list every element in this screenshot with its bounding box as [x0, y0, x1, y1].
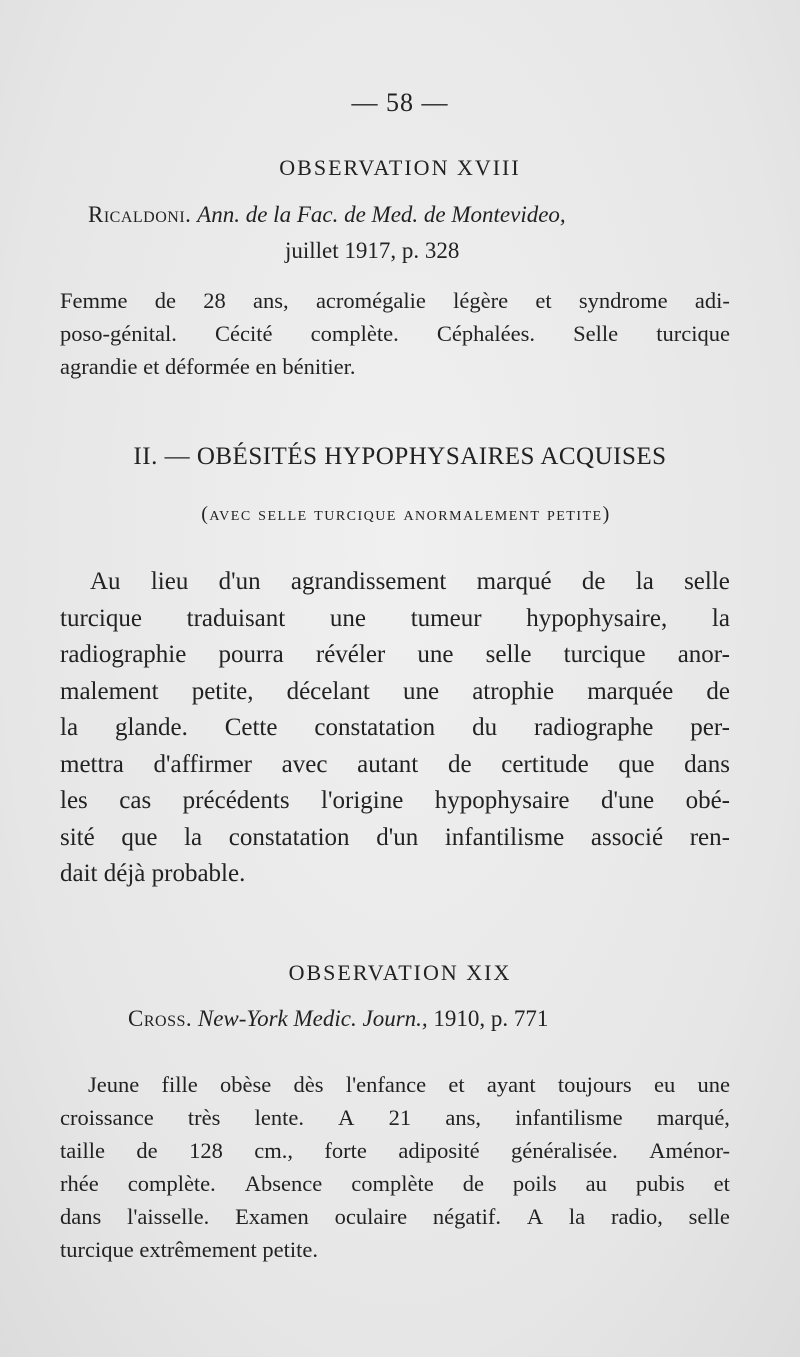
- word: associé: [590, 823, 664, 851]
- word: et: [448, 1072, 465, 1097]
- word: obèse: [220, 1072, 272, 1097]
- word: infantilisme: [444, 823, 565, 851]
- text-line: [60, 564, 730, 601]
- word: de: [581, 568, 606, 595]
- text-line: [60, 1167, 730, 1200]
- text-line: turcique extrêmement petite.: [60, 1237, 319, 1262]
- word: taille: [60, 1138, 105, 1163]
- word: du: [472, 714, 498, 741]
- text-line: [60, 1134, 730, 1167]
- observation-19-text: [60, 1068, 730, 1266]
- word: ans,: [253, 288, 289, 313]
- word: d'une: [600, 787, 655, 814]
- text-line: [60, 747, 730, 784]
- word: adiposité: [398, 1138, 480, 1163]
- observation-18-author: Ricaldoni.: [88, 202, 192, 227]
- text-line: [60, 674, 730, 711]
- text-line: [60, 1068, 730, 1101]
- word: avec: [281, 750, 328, 778]
- word: marqué,: [656, 1105, 730, 1130]
- word: turcique: [60, 604, 142, 632]
- word: radiographie: [60, 641, 187, 668]
- word: la: [60, 714, 79, 741]
- word: syndrome: [578, 288, 668, 313]
- word: selle: [485, 641, 532, 668]
- word: de: [447, 750, 472, 778]
- word: croissance: [60, 1105, 154, 1130]
- word: turcique: [563, 641, 646, 668]
- word: A: [338, 1105, 355, 1130]
- word: Femme: [60, 288, 128, 313]
- word: forte: [324, 1138, 367, 1163]
- word: une: [329, 604, 367, 632]
- word: fille: [161, 1072, 198, 1097]
- word: la: [568, 1204, 586, 1229]
- text-line: [60, 601, 730, 638]
- word: ans,: [445, 1105, 481, 1130]
- word: ayant: [486, 1072, 536, 1097]
- word: Aménor-: [649, 1138, 730, 1163]
- word: de: [136, 1138, 158, 1163]
- word: et: [713, 1171, 730, 1196]
- word: hypophysaire: [434, 787, 570, 814]
- word: de: [706, 677, 730, 705]
- word: dans: [60, 1204, 102, 1229]
- word: Cécité: [215, 321, 273, 346]
- word: cm.,: [254, 1138, 293, 1163]
- word: la: [635, 568, 654, 595]
- text-line: [60, 783, 730, 820]
- page-number: — 58 —: [351, 88, 449, 117]
- section-subheading: (avec selle turcique anormalement petite): [201, 503, 611, 525]
- word: d'un: [218, 568, 261, 595]
- word: négatif.: [432, 1204, 501, 1229]
- word: cas: [119, 787, 152, 814]
- word: lente.: [254, 1105, 304, 1130]
- word: marqué: [476, 568, 552, 595]
- word: ren-: [689, 823, 730, 851]
- word: pubis: [635, 1171, 685, 1196]
- text-line: dait déjà probable.: [60, 860, 246, 887]
- word: au: [585, 1171, 607, 1196]
- observation-19-source: New-York Medic. Journ.,: [197, 1006, 428, 1031]
- word: Au: [90, 568, 121, 595]
- word: d'un: [376, 823, 419, 851]
- word: radio,: [610, 1204, 663, 1229]
- word: et: [535, 288, 552, 313]
- word: acromégalie: [315, 288, 426, 313]
- word: per-: [690, 714, 730, 741]
- observation-19-reference: [128, 1006, 708, 1032]
- word: sité: [60, 823, 95, 851]
- word: malement: [60, 677, 159, 705]
- word: A: [526, 1204, 544, 1229]
- word: petite,: [191, 677, 254, 705]
- word: constatation: [314, 714, 436, 741]
- word: complète.: [127, 1171, 216, 1196]
- word: Absence: [244, 1171, 323, 1196]
- word: pourra: [218, 641, 284, 668]
- word: complète.: [310, 321, 399, 346]
- word: 28: [203, 288, 226, 313]
- word: obé-: [685, 787, 730, 814]
- observation-18-title: OBSERVATION XVIII: [279, 155, 521, 180]
- word: turcique: [656, 321, 730, 346]
- word: complète: [351, 1171, 434, 1196]
- word: une: [402, 677, 440, 705]
- observation-19-date: 1910, p. 771: [433, 1006, 549, 1031]
- word: l'aisselle.: [127, 1204, 210, 1229]
- word: une: [697, 1072, 730, 1097]
- text-line: [60, 1200, 730, 1233]
- word: 128: [189, 1138, 223, 1163]
- word: que: [618, 750, 655, 778]
- observation-18-date: juillet 1917, p. 328: [285, 238, 460, 263]
- word: Cette: [224, 714, 278, 741]
- text-line: [60, 637, 730, 674]
- word: agrandissement: [290, 568, 447, 595]
- word: infantilisme: [515, 1105, 623, 1130]
- word: traduisant: [186, 604, 286, 632]
- word: la: [711, 604, 730, 632]
- word: une: [417, 641, 454, 668]
- word: les: [60, 787, 88, 814]
- word: la: [184, 823, 203, 851]
- text-line: [60, 284, 730, 317]
- word: dans: [684, 750, 730, 778]
- word: hypophysaire,: [526, 604, 668, 632]
- word: l'origine: [321, 787, 404, 814]
- word: poso-génital.: [60, 321, 177, 346]
- word: anor-: [677, 641, 730, 668]
- word: adi-: [694, 288, 730, 313]
- word: Selle: [573, 321, 619, 346]
- word: tumeur: [410, 604, 482, 632]
- section-heading: II. — OBÉSITÉS HYPOPHYSAIRES ACQUISES: [133, 443, 667, 470]
- word: selle: [684, 568, 730, 595]
- word: Jeune: [88, 1072, 140, 1097]
- text-line: agrandie et déformée en bénitier.: [60, 354, 356, 379]
- word: autant: [357, 750, 419, 778]
- word: très: [187, 1105, 221, 1130]
- word: 21: [388, 1105, 412, 1130]
- text-line: [60, 820, 730, 857]
- word: rhée: [60, 1171, 99, 1196]
- text-line: [60, 1101, 730, 1134]
- word: oculaire: [334, 1204, 408, 1229]
- word: mettra: [60, 750, 124, 778]
- word: selle: [688, 1204, 730, 1229]
- observation-18-reference: [88, 202, 728, 228]
- observation-18-source: Ann. de la Fac. de Med. de Montevideo,: [197, 202, 566, 227]
- main-paragraph: [60, 564, 730, 893]
- word: généralisée.: [510, 1138, 618, 1163]
- word: marquée: [587, 677, 674, 705]
- word: de: [462, 1171, 484, 1196]
- word: eu: [653, 1072, 676, 1097]
- observation-18-text: [60, 284, 730, 383]
- word: Céphalées.: [436, 321, 535, 346]
- word: l'enfance: [345, 1072, 427, 1097]
- word: atrophie: [472, 677, 555, 705]
- word: précédents: [182, 787, 290, 814]
- word: lieu: [150, 568, 189, 595]
- word: glande.: [114, 714, 188, 741]
- observation-19-title: OBSERVATION XIX: [288, 960, 512, 985]
- word: toujours: [557, 1072, 632, 1097]
- word: poils: [512, 1171, 557, 1196]
- word: radiographe: [533, 714, 654, 741]
- word: légère: [453, 288, 509, 313]
- word: dès: [293, 1072, 324, 1097]
- word: décelant: [286, 677, 370, 705]
- text-line: [60, 317, 730, 350]
- word: constatation: [228, 823, 350, 851]
- text-line: [60, 710, 730, 747]
- word: d'affirmer: [153, 750, 252, 778]
- word: de: [154, 288, 177, 313]
- word: révéler: [315, 641, 386, 668]
- word: Examen: [235, 1204, 309, 1229]
- word: certitude: [501, 750, 589, 778]
- word: que: [121, 823, 158, 851]
- observation-19-author: Cross.: [128, 1006, 193, 1031]
